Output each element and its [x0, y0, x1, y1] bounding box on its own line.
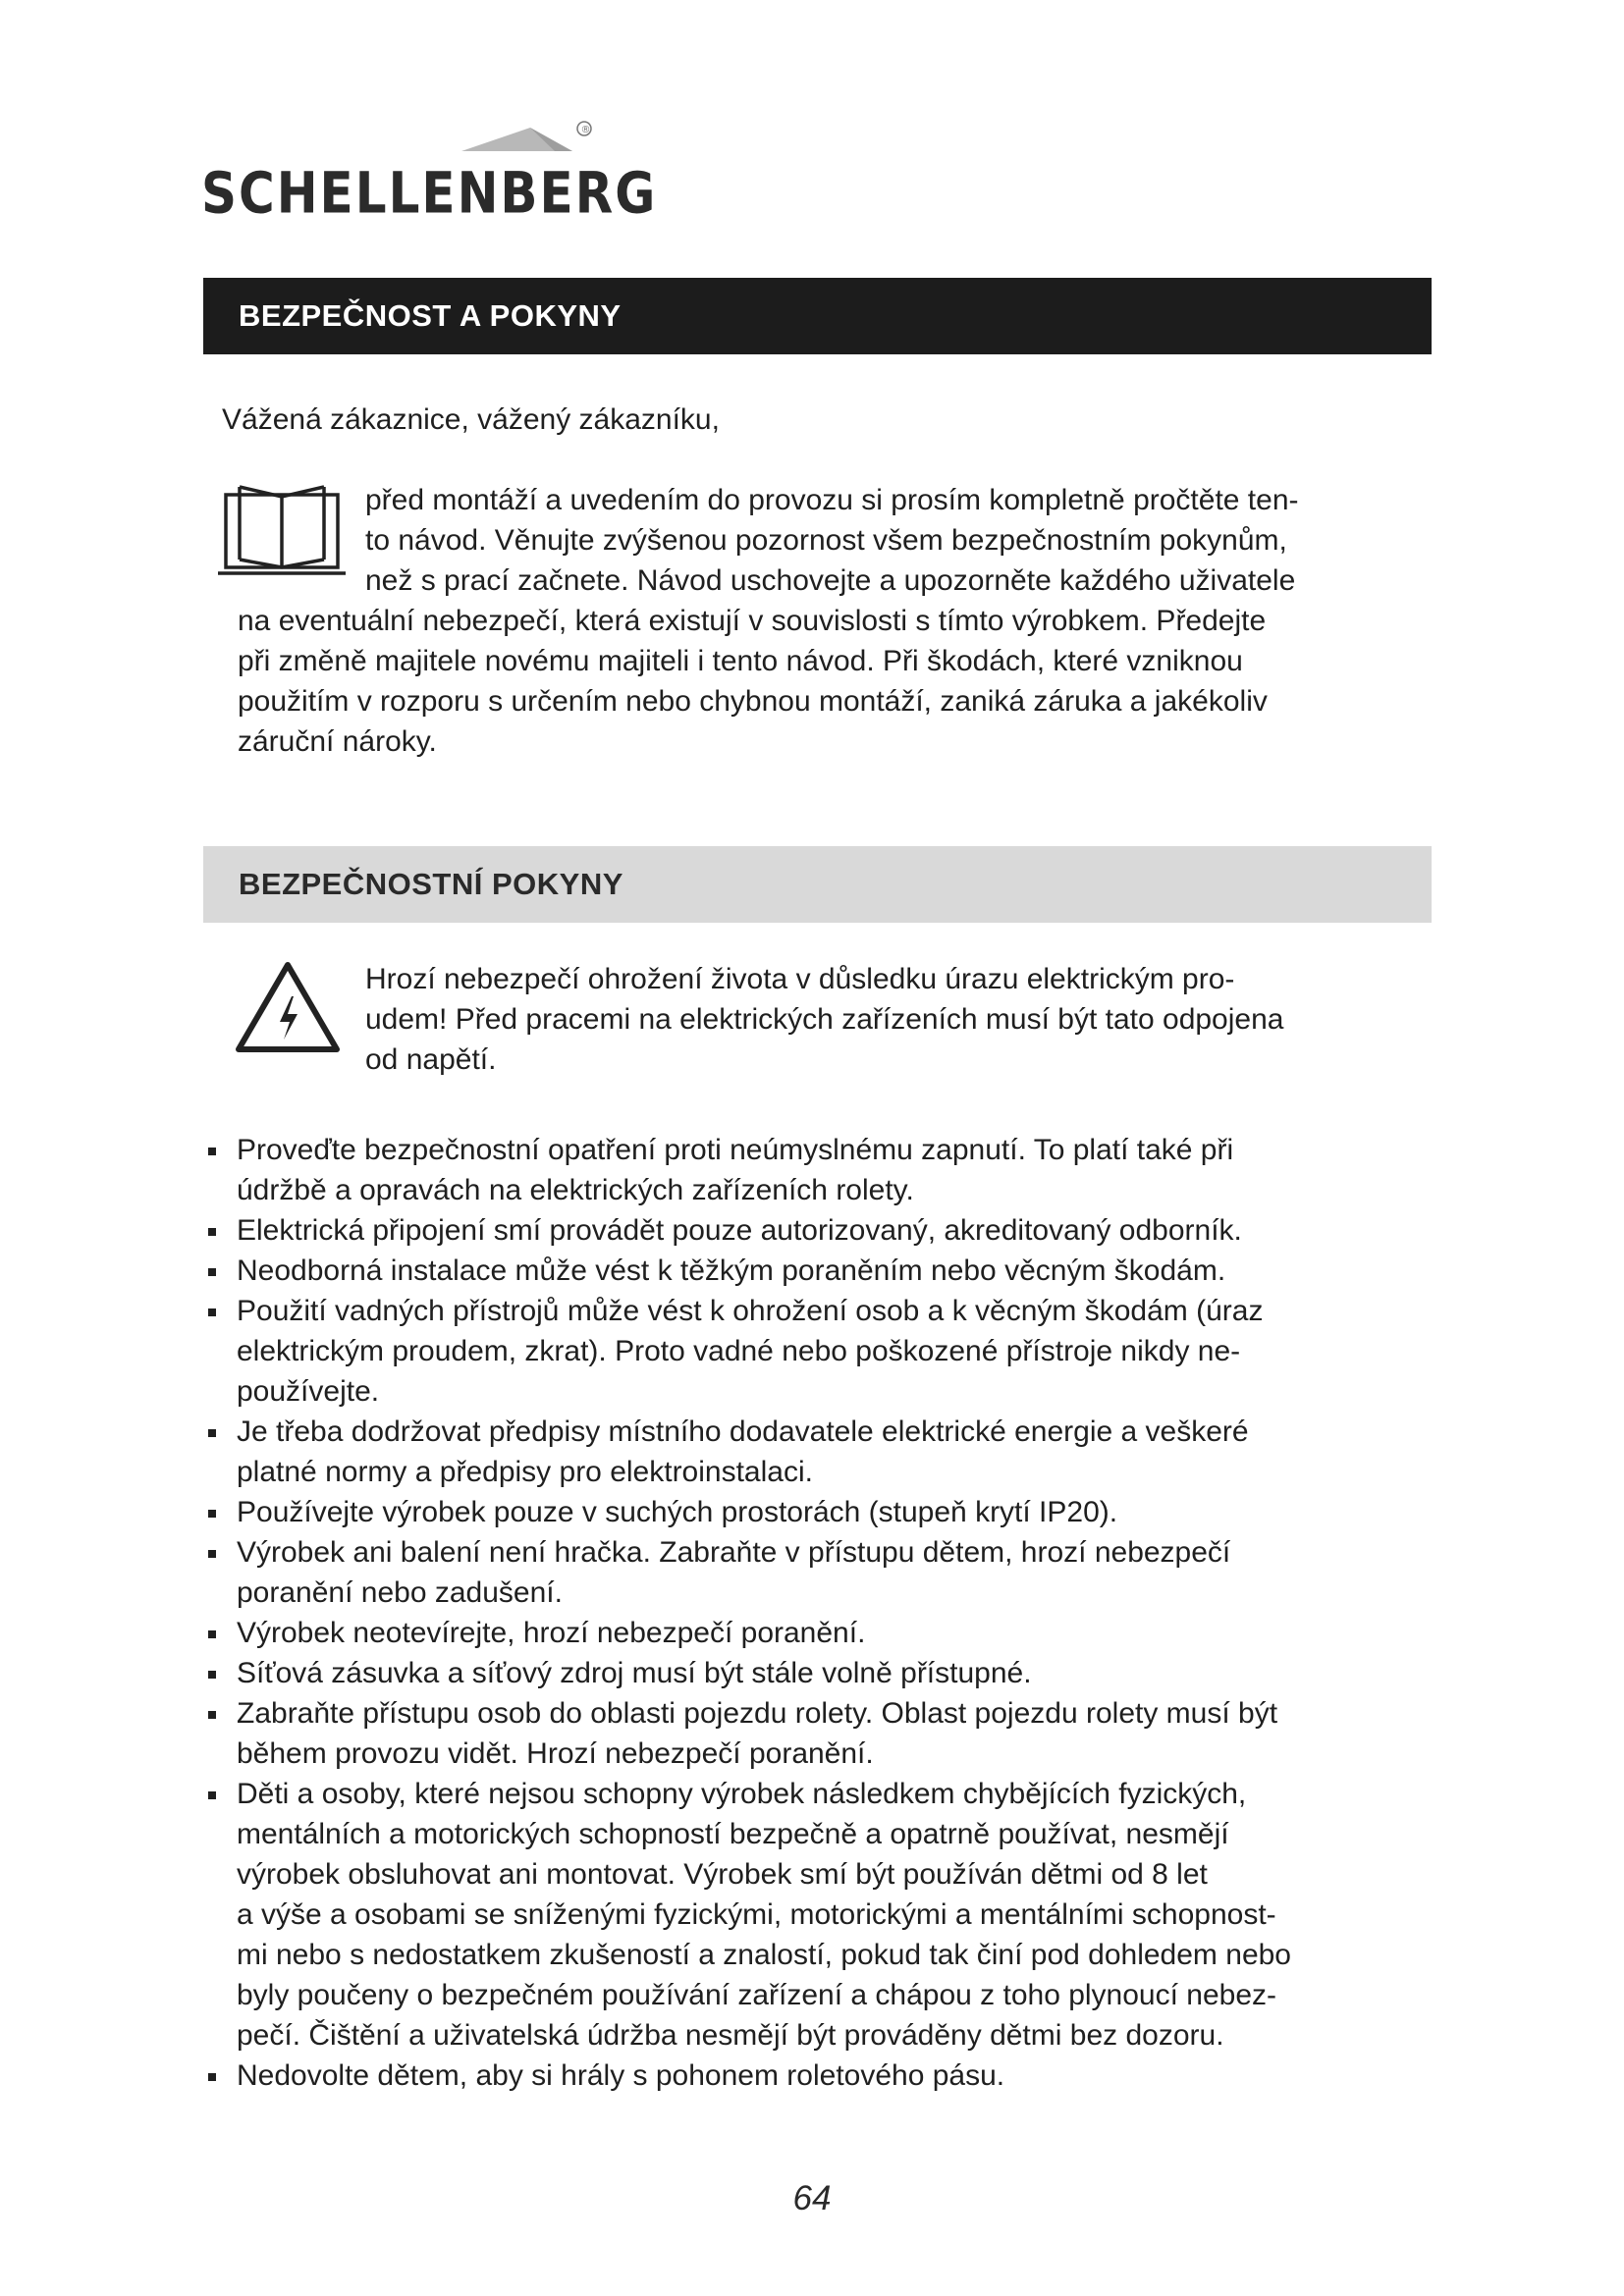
list-item	[203, 1774, 1440, 2056]
read-manual-icon	[218, 483, 346, 586]
electric-hazard-icon	[233, 959, 343, 1062]
list-item-line: Nedovolte dětem, aby si hrály s pohonem roletového pásu.	[237, 2059, 1005, 2092]
list-item-line: Proveďte bezpečnostní opatření proti neúmyslnému zapnutí. To platí také při	[237, 1134, 1234, 1166]
list-item-line: pečí. Čištění a uživatelská údržba nesmějí být prováděny dětmi bez dozoru.	[237, 2019, 1224, 2052]
list-item-line: Neodborná instalace může vést k těžkým poraněním nebo věcným škodám.	[237, 1255, 1226, 1287]
intro-line: před montáží a uvedením do provozu si prosím kompletně pročtěte ten-	[365, 484, 1299, 516]
list-item	[203, 1412, 1440, 1492]
intro-line: na eventuální nebezpečí, která existují v souvislosti s tímto výrobkem. Předejte	[238, 605, 1267, 637]
list-item-line: mentálních a motorických schopností bezpečně a opatrně používat, nesmějí	[237, 1818, 1229, 1850]
intro-line: než s prací začnete. Návod uschovejte a upozorněte každého uživatele	[365, 564, 1296, 597]
list-item-line: Elektrická připojení smí provádět pouze autorizovaný, akreditovaný odborník.	[237, 1214, 1242, 1247]
intro-line: záruční nároky.	[238, 725, 437, 758]
list-item	[203, 1653, 1440, 1693]
page-number: 64	[792, 2179, 832, 2217]
electric-shock-warning	[365, 959, 1426, 1080]
list-item-line: Výrobek neotevírejte, hrozí nebezpečí poranění.	[237, 1617, 866, 1649]
intro-line: použitím v rozporu s určením nebo chybnou montáží, zaniká záruka a jakékoliv	[238, 685, 1268, 718]
list-item-line: výrobek obsluhovat ani montovat. Výrobek smí být používán dětmi od 8 let	[237, 1858, 1208, 1891]
list-item	[203, 1210, 1440, 1251]
warning-line: udem! Před pracemi na elektrických zařízeních musí být tato odpojena	[365, 1003, 1284, 1036]
registered-mark: ®	[580, 125, 591, 135]
brand-logo	[201, 110, 658, 228]
list-item-line: údržbě a opravách na elektrických zařízeních rolety.	[237, 1174, 914, 1206]
list-item-line: elektrickým proudem, zkrat). Proto vadné nebo poškozené přístroje nikdy ne-	[237, 1335, 1241, 1367]
list-item-line: Zabraňte přístupu osob do oblasti pojezdu rolety. Oblast pojezdu rolety musí být	[237, 1697, 1278, 1730]
list-item-line: a výše a osobami se sníženými fyzickými, motorickými a mentálními schopnost-	[237, 1898, 1276, 1931]
list-item-line: Použití vadných přístrojů může vést k ohrožení osob a k věcným škodám (úraz	[237, 1295, 1264, 1327]
list-item-line: Je třeba dodržovat předpisy místního dodavatele elektrické energie a veškeré	[237, 1415, 1249, 1448]
list-item-line: Děti a osoby, které nejsou schopny výrobek následkem chybějících fyzických,	[237, 1778, 1247, 1810]
brand-name: SCHELLENBERG	[201, 160, 658, 227]
list-item-line: mi nebo s nedostatkem zkušeností a znalostí, pokud tak činí pod dohledem nebo	[237, 1939, 1291, 1971]
list-item-line: během provozu vidět. Hrozí nebezpečí poranění.	[237, 1737, 874, 1770]
list-item-line: poranění nebo zadušení.	[237, 1576, 563, 1609]
list-item-line: Síťová zásuvka a síťový zdroj musí být stále volně přístupné.	[237, 1657, 1032, 1689]
list-item	[203, 1693, 1440, 1774]
list-item-line: Výrobek ani balení není hračka. Zabraňte v přístupu dětem, hrozí nebezpečí	[237, 1536, 1231, 1569]
list-item	[203, 1251, 1440, 1291]
list-item-line: používejte.	[237, 1375, 380, 1408]
safety-instructions-list	[203, 1130, 1440, 2096]
list-item	[203, 1291, 1440, 1412]
intro-paragraph-continued	[238, 601, 1426, 762]
list-item-line: Používejte výrobek pouze v suchých prostorách (stupeň krytí IP20).	[237, 1496, 1118, 1528]
intro-line: při změně majitele novému majiteli i tento návod. Při škodách, které vzniknou	[238, 645, 1243, 677]
list-item	[203, 1492, 1440, 1532]
list-item-line: platné normy a předpisy pro elektroinstalaci.	[237, 1456, 813, 1488]
list-item	[203, 1613, 1440, 1653]
list-item	[203, 1532, 1440, 1613]
list-item-line: byly poučeny o bezpečném používání zařízení a chápou z toho plynoucí nebez-	[237, 1979, 1277, 2011]
warning-line: od napětí.	[365, 1043, 497, 1076]
intro-line: to návod. Věnujte zvýšenou pozornost všem bezpečnostním pokynům,	[365, 524, 1287, 557]
section-heading-safety-and-instructions: BEZPEČNOST A POKYNY	[203, 278, 1432, 354]
salutation: Vážená zákaznice, vážený zákazníku,	[222, 403, 720, 436]
intro-paragraph-start	[365, 480, 1426, 601]
warning-line: Hrozí nebezpečí ohrožení života v důsledku úrazu elektrickým pro-	[365, 963, 1235, 995]
list-item	[203, 1130, 1440, 1210]
section-heading-safety-instructions: BEZPEČNOSTNÍ POKYNY	[203, 846, 1432, 923]
list-item	[203, 2056, 1440, 2096]
